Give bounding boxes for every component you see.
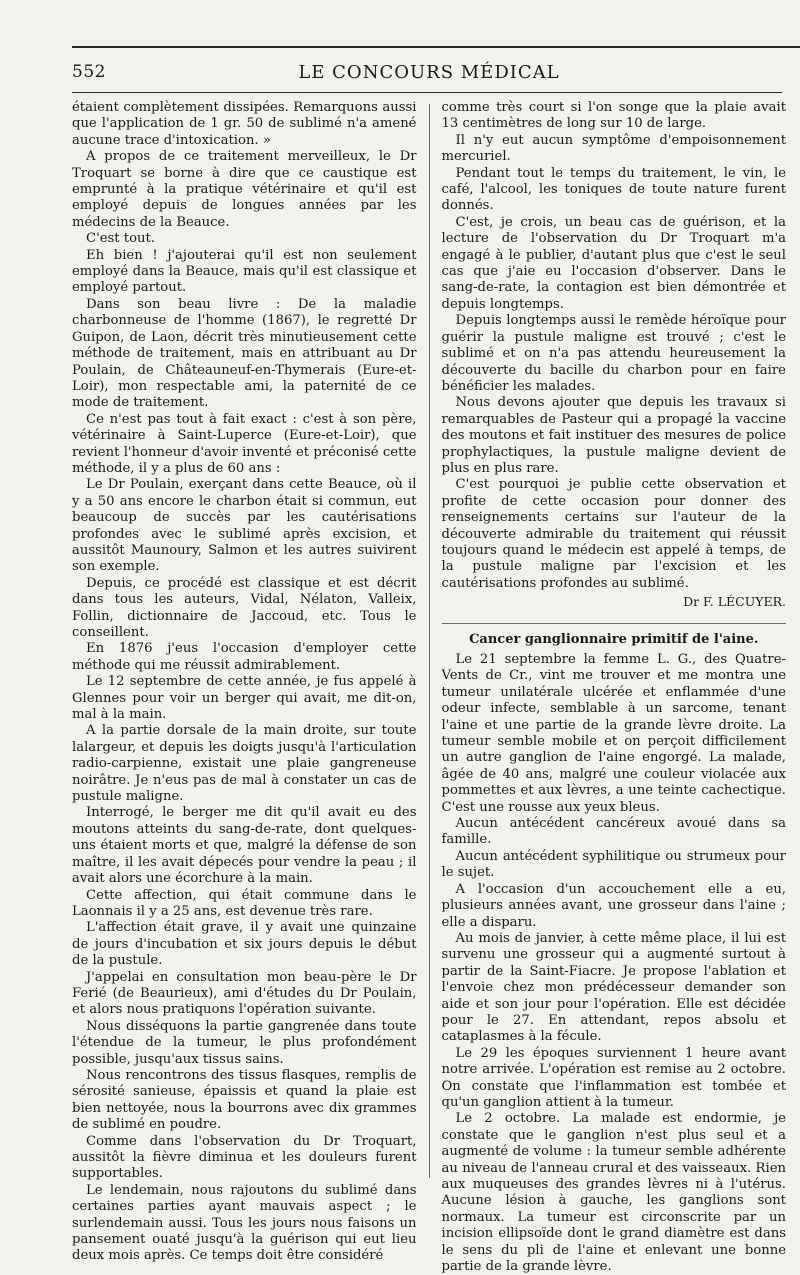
paragraph: En 1876 j'eus l'occasion d'employer cette méthode qui me réussit admirablement. [72, 641, 417, 673]
right-column [441, 100, 787, 1275]
column-divider [429, 104, 430, 1178]
paragraph: A propos de ce traitement merveilleux, le Dr Troquart se borne à dire que ce caustique est emprunté à la pratique vétérinaire et qu'il est employé depuis de longues années par les médecins de la Beauce. [72, 149, 417, 230]
paragraph: Cette affection, qui était commune dans le Laonnais il y a 25 ans, est devenue très rare. [72, 887, 417, 919]
paragraph: Depuis, ce procédé est classique et est décrit dans tous les auteurs, Vidal, Nélaton, Valleix, Follin, dictionnaire de Jaccoud, etc. Tous le conseillent. [72, 575, 417, 640]
paragraph: C'est tout. [86, 231, 156, 247]
paragraph: Le 21 septembre la femme L. G., des Quatre-Vents de Cr., vint me trouver et me montra une tumeur unilatérale ulcérée et enflammée d'une odeur infecte, semblable à un sarcome, tenant l'aine et une partie de la grande lèvre droite. La tumeur semble mobile et on perçoit difficilement un autre ganglion de l'aine engorgé. La malade, âgée de 40 ans, malgré une couleur violacée aux pommettes et aux lèvres, a une teinte cachectique. C'est une rousse aux yeux bleus. [441, 652, 786, 815]
paragraph: C'est pourquoi je publie cette observation et profite de cette occasion pour donner des renseignements certains sur l'auteur de la découverte admirable du traitement qui réussit toujours quand le médecin est appelé à temps, de la pustule maligne par l'excision et les cautérisations profondes au sublimé. [441, 477, 786, 591]
paragraph: Interrogé, le berger me dit qu'il avait eu des moutons atteints du sang-de-rate, dont quelques-uns étaient morts et que, malgré la défense de son maître, il les avait dépecés pour vendre la peau ; il avait alors une écorchure à la main. [72, 805, 417, 887]
paragraph: Aucun antécédent cancéreux avoué dans sa famille. [441, 816, 786, 848]
author-signature: Dr F. LÉCUYER. [683, 594, 786, 610]
paragraph: Dans son beau livre : De la maladie charbonneuse de l'homme (1867), le regretté Dr Guipon, de Laon, décrit très minutieusement cette méthode de traitement, mais en attribuant au Dr Poulain, de Châteauneuf-en-Thymerais (Eure-et-Loir), mon respectable ami, la paternité de ce mode de traitement. [72, 296, 417, 411]
paragraph: A l'occasion d'un accouchement elle a eu, plusieurs années avant, une grosseur dans l'aine ; elle a disparu. [441, 881, 786, 930]
paragraph: L'affection était grave, il y avait une quinzaine de jours d'incubation et six jours depuis le début de la pustule. [72, 920, 417, 969]
paragraph: étaient complètement dissipées. Remarquons aussi que l'application de 1 gr. 50 de sublimé n'a amené aucune trace d'intoxication. » [72, 100, 417, 148]
paragraph: Depuis longtemps aussi le remède héroïque pour guérir la pustule maligne est trouvé ; c'est le sublimé et on n'a pas attendu heureusement la découverte du bacille du charbon pour en faire bénéficier les malades. [441, 313, 786, 394]
paragraph: Nous rencontrons des tissus flasques, remplis de sérosité sanieuse, épaissis et quand la plaie est bien nettoyée, nous la bourrons avec dix grammes de sublimé en poudre. [72, 1067, 417, 1133]
paragraph: Au mois de janvier, à cette même place, il lui est survenu une grosseur qui a augmenté surtout à partir de la Saint-Fiacre. Je propose l'ablation et l'envoie chez mon prédécesseur demander son aide et son jour pour l'opération. Elle est décidée pour le 27. En attendant, repos absolu et cataplasmes à la fécule. [441, 930, 786, 1045]
paragraph: Le 2 octobre. La malade est endormie, je constate que le ganglion n'est plus seul et a augmenté de volume : la tumeur semble adhérente au niveau de l'anneau crural et des vaisseaux. Rien aux muqueuses des grandes lèvres ni à l'utérus. Aucune lésion à gauche, les ganglions sont normaux. La tumeur est circonscrite par un incision ellipsoïde dont le grand diamètre est dans le sens du pli de l'aine et enlevant une bonne partie de la grande lèvre. [441, 1111, 786, 1275]
paragraph: J'appelai en consultation mon beau-père le Dr Ferié (de Beaurieux), ami d'études du Dr Poulain, et alors nous pratiquons l'opération suivante. [72, 969, 417, 1018]
left-column [72, 100, 417, 1264]
paragraph: A la partie dorsale de la main droite, sur toute lalargeur, et depuis les doigts jusqu'à l'articulation radio-carpienne, existait une plaie gangreneuse noirâtre. Je n'eus pas de mal à constater un cas de pustule maligne. [72, 723, 417, 805]
paragraph: Le Dr Poulain, exerçant dans cette Beauce, où il y a 50 ans encore le charbon était si commun, eut beaucoup de succès par les cautérisations profondes avec le sublimé après excision, et aussitôt Maunoury, Salmon et les autres suivirent son exemple. [72, 477, 417, 575]
paragraph: Le lendemain, nous rajoutons du sublimé dans certaines parties ayant mauvais aspect ; le surlendemain aussi. Tous les jours nous faisons un pansement ouaté jusqu'à la guérison qui eut lieu deux mois après. Ce temps doit être considéré [72, 1182, 417, 1264]
header-rule [72, 92, 782, 93]
paragraph: Pendant tout le temps du traitement, le vin, le café, l'alcool, les toniques de toute nature furent donnés. [441, 165, 786, 214]
page-header [72, 60, 782, 84]
paragraph: C'est, je crois, un beau cas de guérison, et la lecture de l'observation du Dr Troquart m'a engagé à le publier, d'autant plus que c'est le seul cas que j'aie eu l'occasion d'observer. Dans le sang-de-rate, la contagion est bien démontrée et depuis longtemps. [441, 214, 786, 312]
paragraph: Le 12 septembre de cette année, je fus appelé à Glennes pour voir un berger qui avait, me dit-on, mal à la main. [72, 674, 417, 723]
paragraph: Nous disséquons la partie gangrenée dans toute l'étendue de la tumeur, le plus profondément possible, jusqu'aux tissus sains. [72, 1018, 417, 1067]
paragraph: Ce n'est pas tout à fait exact : c'est à son père, vétérinaire à Saint-Luperce (Eure-et-Loir), que revient l'honneur d'avoir inventé et préconisé cette méthode, il y a plus de 60 ans : [72, 411, 417, 476]
paragraph: Il n'y eut aucun symptôme d'empoisonnement mercuriel. [441, 132, 786, 165]
paragraph: Le 29 les époques surviennent 1 heure avant notre arrivée. L'opération est remise au 2 octobre. On constate que l'inflammation est tombée et qu'un ganglion attient à la tumeur. [441, 1045, 786, 1110]
paragraph: Comme dans l'observation du Dr Troquart, aussitôt la fièvre diminua et les douleurs furent supportables. [72, 1133, 417, 1182]
section-title: Cancer ganglionnaire primitif de l'aine. [442, 623, 787, 648]
journal-title: LE CONCOURS MÉDICAL [298, 61, 560, 83]
page-number: 552 [72, 62, 106, 82]
text-columns [72, 100, 786, 1275]
paragraph: comme très court si l'on songe que la plaie avait 13 centimètres de long sur 10 de large. [441, 100, 786, 132]
top-rule [72, 46, 800, 48]
paragraph: Eh bien ! j'ajouterai qu'il est non seulement employé dans la Beauce, mais qu'il est classique et employé partout. [72, 247, 417, 296]
paragraph: Aucun antécédent syphilitique ou strumeux pour le sujet. [441, 848, 786, 881]
paragraph: Nous devons ajouter que depuis les travaux si remarquables de Pasteur qui a propagé la vaccine des moutons et fait instituer des mesures de police prophylactiques, la pustule maligne devient de plus en plus rare. [441, 395, 786, 476]
